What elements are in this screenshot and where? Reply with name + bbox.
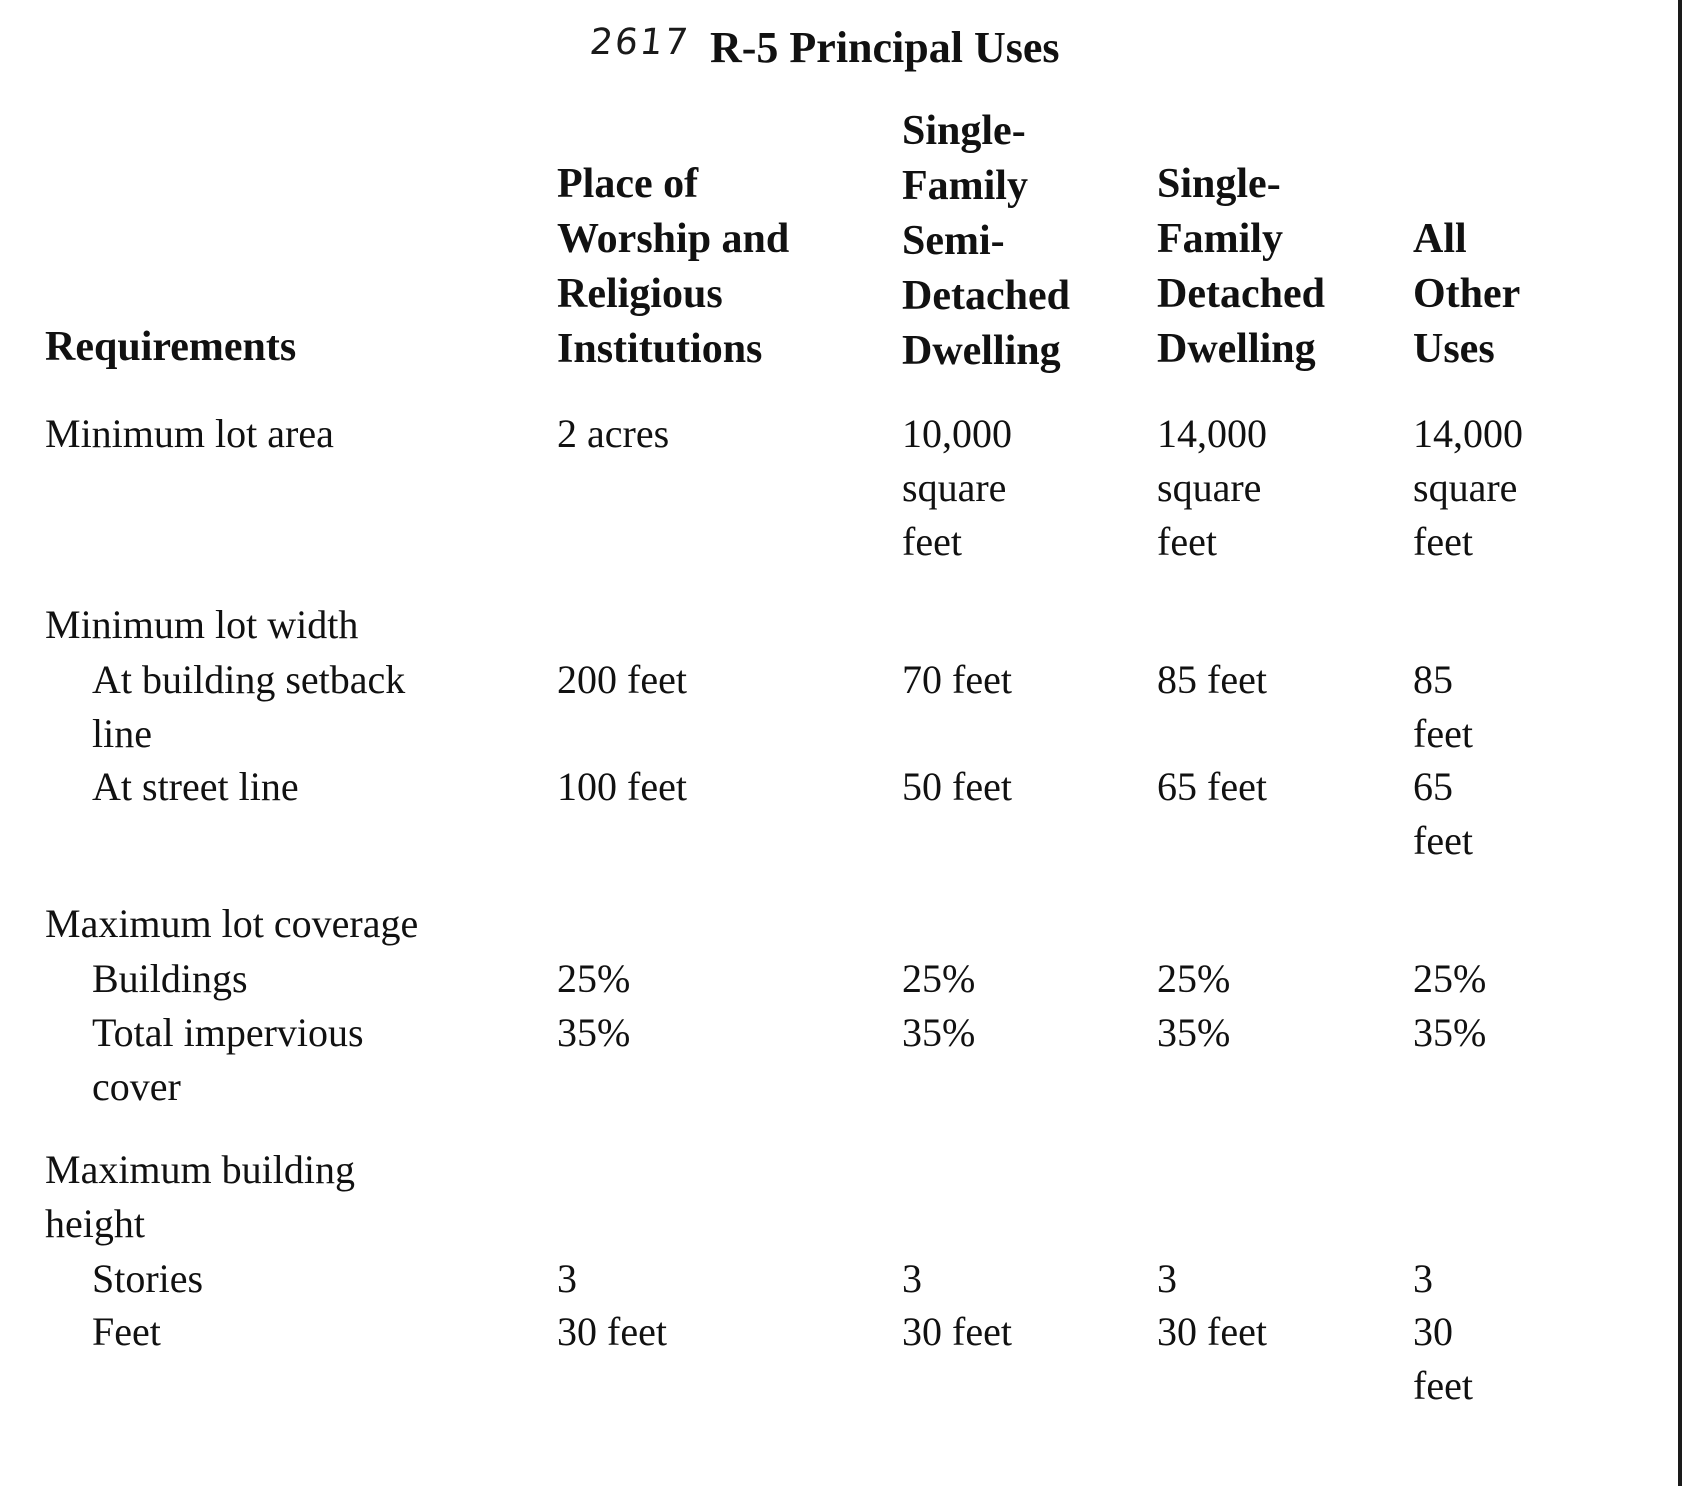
handwritten-note: 2617	[587, 22, 692, 63]
cell-street-worship: 100 feet	[557, 764, 687, 809]
cell-min-lot-area-other: 14,000 square feet	[1413, 411, 1523, 564]
row-label-building-setback: At building setback line	[92, 657, 406, 756]
row-label-impervious-cover: Total impervious cover	[92, 1010, 364, 1109]
row-label-max-lot-coverage: Maximum lot coverage	[45, 901, 419, 946]
cell-impervious-other: 35%	[1413, 1010, 1487, 1055]
cell-buildings-other: 25%	[1413, 956, 1487, 1001]
cell-impervious-semi-detached: 35%	[902, 1010, 976, 1055]
header-place-of-worship: Place of Worship and Religious Institutions	[557, 161, 790, 372]
cell-feet-semi-detached: 30 feet	[902, 1309, 1012, 1354]
cell-setback-worship: 200 feet	[557, 657, 687, 702]
header-detached: Single- Family Detached Dwelling	[1157, 161, 1325, 372]
cell-stories-worship: 3	[557, 1256, 577, 1301]
row-label-street-line: At street line	[92, 764, 299, 809]
row-label-min-lot-width: Minimum lot width	[45, 602, 359, 647]
row-label-min-lot-area: Minimum lot area	[45, 411, 334, 456]
header-all-other-uses: All Other Uses	[1413, 216, 1521, 372]
cell-setback-other: 85 feet	[1413, 657, 1473, 756]
cell-feet-worship: 30 feet	[557, 1309, 667, 1354]
cell-street-semi-detached: 50 feet	[902, 764, 1012, 809]
page-edge-rule	[1678, 0, 1682, 1486]
row-label-feet: Feet	[92, 1309, 161, 1354]
header-semi-detached: Single- Family Semi- Detached Dwelling	[902, 108, 1070, 374]
cell-feet-other: 30 feet	[1413, 1309, 1473, 1408]
cell-min-lot-area-worship: 2 acres	[557, 411, 670, 456]
cell-stories-detached: 3	[1157, 1256, 1177, 1301]
cell-setback-detached: 85 feet	[1157, 657, 1267, 702]
page-title: R-5 Principal Uses	[710, 23, 1060, 72]
row-label-max-building-height: Maximum building height	[45, 1147, 355, 1246]
cell-feet-detached: 30 feet	[1157, 1309, 1267, 1354]
cell-buildings-worship: 25%	[557, 956, 631, 1001]
cell-impervious-detached: 35%	[1157, 1010, 1231, 1055]
header-requirements: Requirements	[45, 324, 297, 370]
row-label-stories: Stories	[92, 1256, 204, 1301]
cell-buildings-semi-detached: 25%	[902, 956, 976, 1001]
cell-stories-other: 3	[1413, 1256, 1433, 1301]
cell-stories-semi-detached: 3	[902, 1256, 922, 1301]
cell-street-other: 65 feet	[1413, 764, 1473, 863]
cell-street-detached: 65 feet	[1157, 764, 1267, 809]
cell-min-lot-area-semi-detached: 10,000 square feet	[902, 411, 1012, 564]
cell-impervious-worship: 35%	[557, 1010, 631, 1055]
row-label-buildings: Buildings	[92, 956, 248, 1001]
cell-setback-semi-detached: 70 feet	[902, 657, 1012, 702]
cell-buildings-detached: 25%	[1157, 956, 1231, 1001]
cell-min-lot-area-detached: 14,000 square feet	[1157, 411, 1267, 564]
